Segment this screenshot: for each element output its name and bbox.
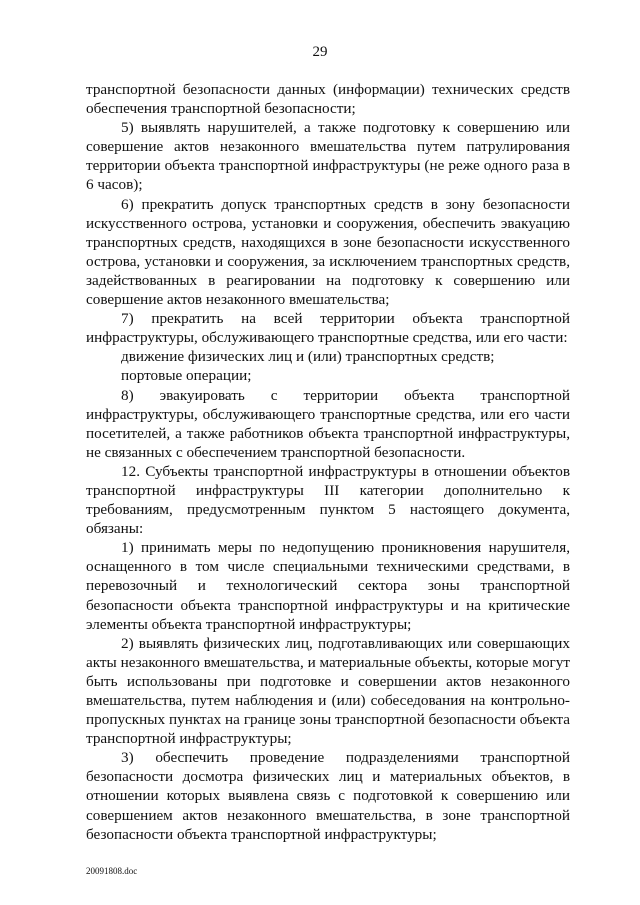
paragraph: 6) прекратить допуск транспортных средств в зону безопасности искусственного острова, установки и сооружения, обеспечить эвакуацию транспортных средств, находящихся в зоне безопасности искусственного острова, установки и сооружения, за исключением транспортных средств, задействованных в реагировании на подготовку к совершению или совершение актов незаконного вмешательства; <box>86 195 570 309</box>
paragraph: 2) выявлять физических лиц, подготавливающих или совершающих акты незаконного вмешательства, и материальные объекты, которые могут быть использованы при подготовке и совершении актов незаконного вмешательства, путем наблюдения и (или) собеседования на контрольно-пропускных пунктах на границе зоны транспортной безопасности объекта транспортной инфраструктуры; <box>86 634 570 748</box>
paragraph: 8) эвакуировать с территории объекта транспортной инфраструктуры, обслуживающего транспортные средства, или его части посетителей, а также работников объекта транспортной инфраструктуры, не связанных с обеспечением транспортной безопасности. <box>86 386 570 461</box>
paragraph: 1) принимать меры по недопущению проникновения нарушителя, оснащенного в том числе специальными техническими средствами, в перевозочный и технологический сектора зоны транспортной безопасности объекта транспортной инфраструктуры и на критические элементы объекта транспортной инфраструктуры; <box>86 539 570 633</box>
document-body <box>86 80 570 844</box>
page-number: 29 <box>312 44 328 60</box>
paragraph: 7) прекратить на всей территории объекта транспортной инфраструктуры, обслуживающего транспортные средства, или его части: <box>86 310 570 347</box>
paragraph: 5) выявлять нарушителей, а также подготовку к совершению или совершение актов незаконного вмешательства путем патрулирования территории объекта транспортной инфраструктуры (не реже одного раза в 6 часов); <box>86 119 570 194</box>
paragraph: 3) обеспечить проведение подразделениями транспортной безопасности досмотра физических лиц и материальных объектов, в отношении которых выявлена связь с подготовкой к совершению или совершением актов незаконного вмешательства, в зоне транспортной безопасности объекта транспортной инфраструктуры; <box>86 749 570 843</box>
footer-filename: 20091808.doc <box>86 866 138 876</box>
paragraph: портовые операции; <box>121 367 252 385</box>
paragraph: движение физических лиц и (или) транспортных средств; <box>121 348 495 366</box>
paragraph: транспортной безопасности данных (информации) технических средств обеспечения транспортной безопасности; <box>86 81 570 118</box>
paragraph: 12. Субъекты транспортной инфраструктуры в отношении объектов транспортной инфраструктуры III категории дополнительно к требованиям, предусмотренным пунктом 5 настоящего документа, обязаны: <box>86 462 570 538</box>
